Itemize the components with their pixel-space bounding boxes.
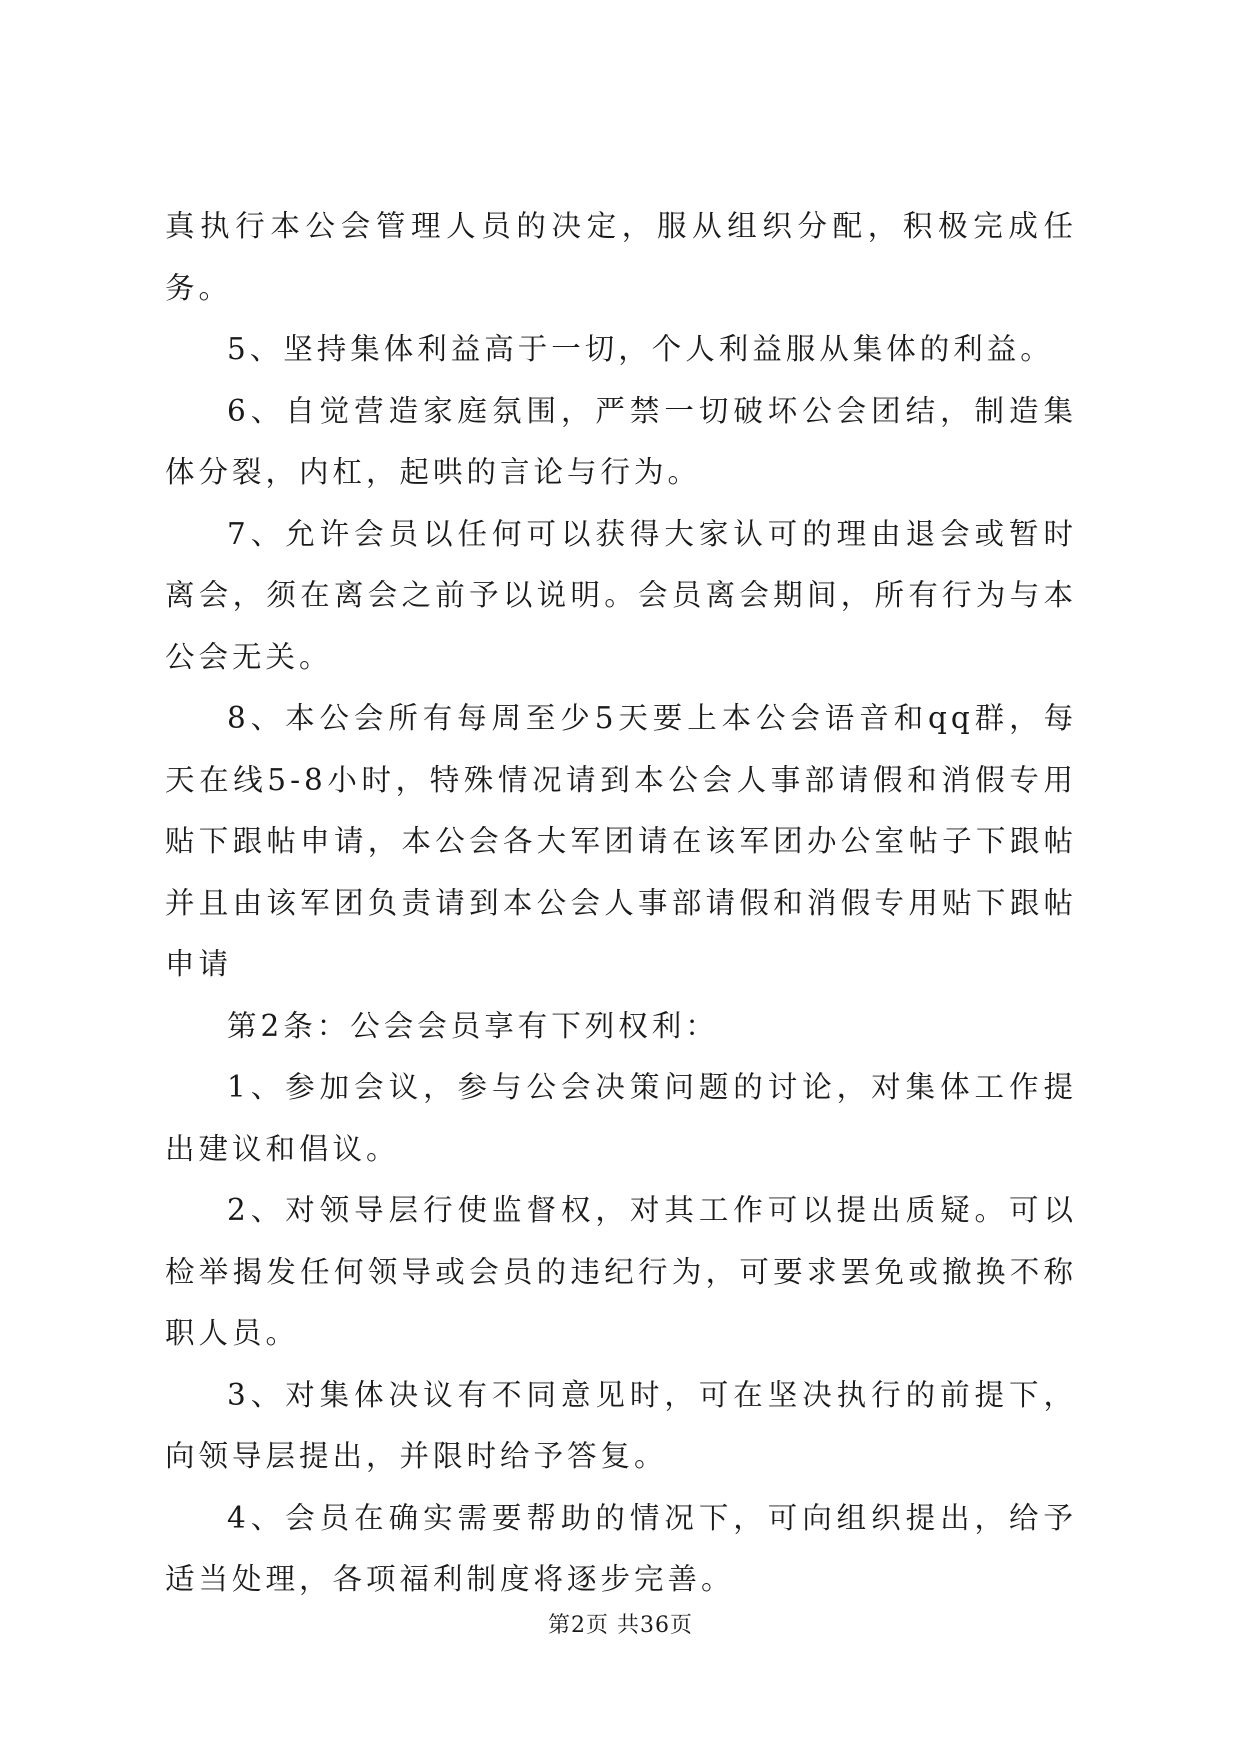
rights-item-2: 2、对领导层行使监督权，对其工作可以提出质疑。可以检举揭发任何领导或会员的违纪行为，可要求罢免或撤换不称职人员。	[165, 1193, 1077, 1350]
rights-item-4: 4、会员在确实需要帮助的情况下，可向组织提出，给予适当处理，各项福利制度将逐步完善。	[165, 1500, 1077, 1596]
paragraph-item-6: 6、自觉营造家庭氛围，严禁一切破坏公会团结，制造集体分裂，内杠，起哄的言论与行为。	[165, 393, 1077, 489]
rights-item-1: 1、参加会议，参与公会决策问题的讨论，对集体工作提出建议和倡议。	[165, 1070, 1077, 1166]
paragraph-item-8: 8、本公会所有每周至少5天要上本公会语音和qq群，每天在线5-8小时，特殊情况请到本公会人事部请假和消假专用贴下跟帖申请，本公会各大军团请在该军团办公室帖子下跟帖并且由该军团负责请到本公会人事部请假和消假专用贴下跟帖申请	[165, 701, 1077, 981]
document-body	[165, 196, 1077, 1611]
paragraph-item-5: 5、坚持集体利益高于一切，个人利益服从集体的利益。	[227, 332, 1054, 366]
paragraph-item-7: 7、允许会员以任何可以获得大家认可的理由退会或暂时离会，须在离会之前予以说明。会员离会期间，所有行为与本公会无关。	[165, 516, 1077, 674]
section-heading-article-2: 第2条：公会会员享有下列权利：	[227, 1008, 719, 1043]
rights-item-3: 3、对集体决议有不同意见时，可在坚决执行的前提下，向领导层提出，并限时给予答复。	[165, 1377, 1077, 1473]
paragraph-continuation: 真执行本公会管理人员的决定，服从组织分配，积极完成任务。	[165, 209, 1077, 305]
page-number-footer: 第2页 共36页	[548, 1613, 693, 1638]
